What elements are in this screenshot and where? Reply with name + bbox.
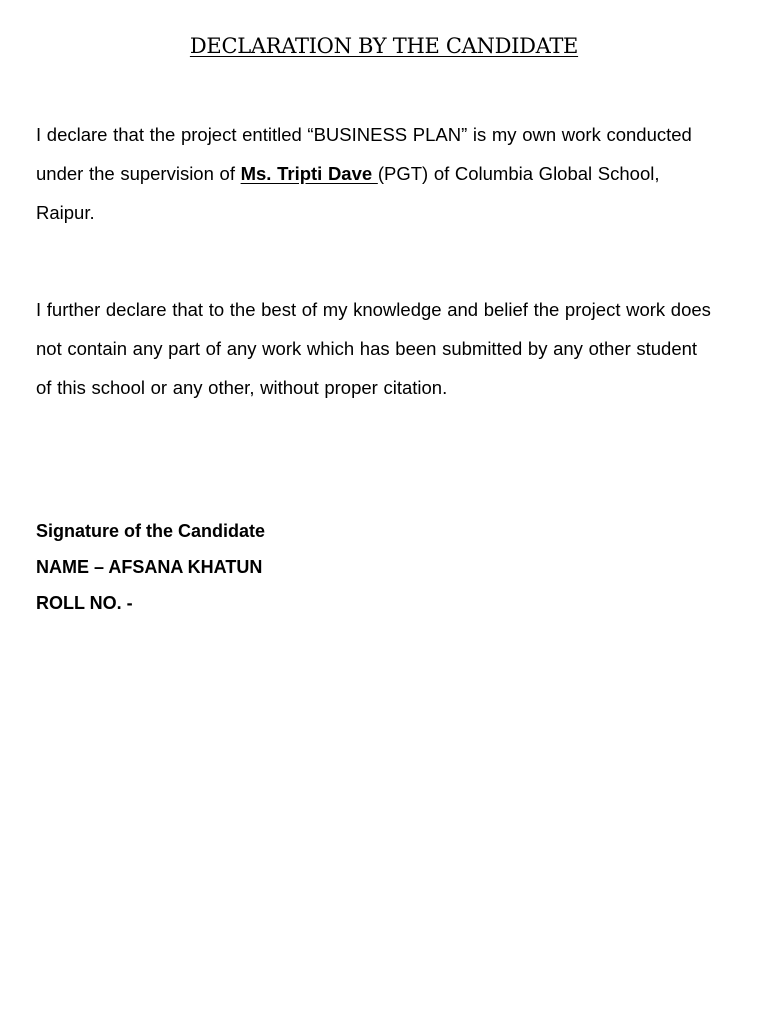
paragraph-1-text-end: (PGT) of Columbia Global School, Raipur.: [36, 163, 660, 223]
page-title: DECLARATION BY THE CANDIDATE: [189, 34, 579, 58]
declaration-paragraph-2: I further declare that to the best of my knowledge and belief the project work does not contain any part of any work which has been submitted by any other student of this school or any other, without proper citation.: [36, 299, 711, 398]
roll-number: ROLL NO. -: [36, 593, 133, 613]
candidate-name: NAME – AFSANA KHATUN: [36, 557, 263, 577]
signature-label: Signature of the Candidate: [36, 521, 266, 541]
supervisor-name: Ms. Tripti Dave: [240, 163, 378, 184]
paragraph-1-text-start: I declare that the project entitled “BUSINESS PLAN” is my own work conducted under the supervision of: [36, 124, 692, 184]
declaration-paragraph-1: [36, 115, 716, 232]
